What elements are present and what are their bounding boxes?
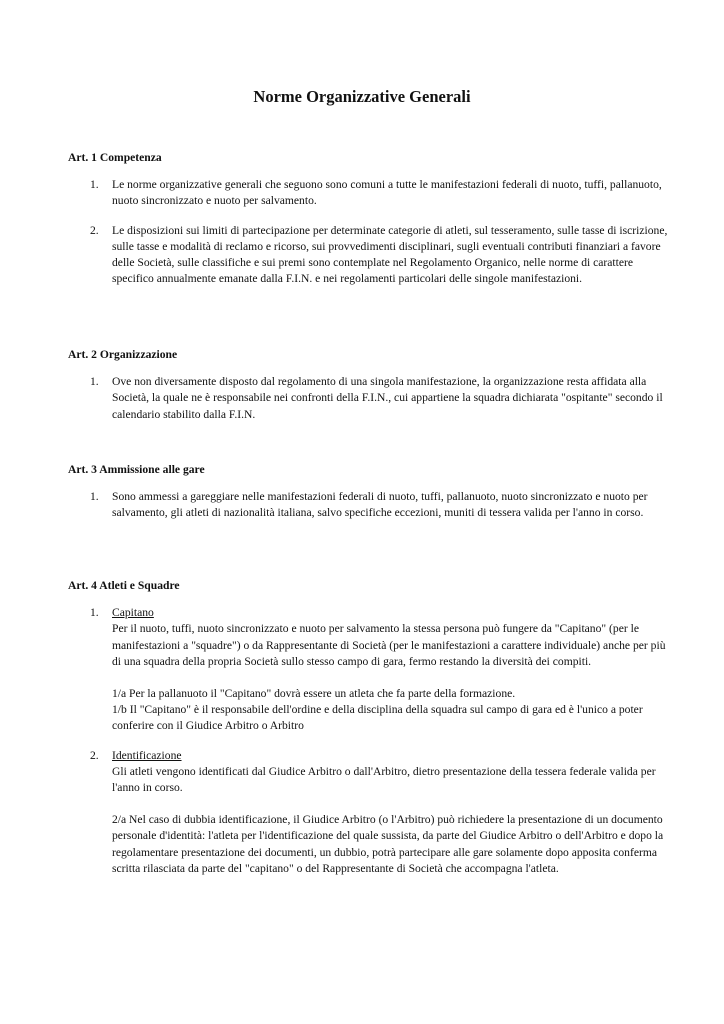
article-1 bbox=[68, 150, 668, 300]
item-number: 1. bbox=[90, 375, 99, 389]
item-note: 2/a Nel caso di dubbia identificazione, il Giudice Arbitro (o l'Arbitro) può richiedere la presentazione di un documento personale d'identità: l'atleta per l'identificazione del quale sussista, da parte del Giudice Arbitro o dell'Arbitro e dopo la regolamentare presentazione dei documenti, un dubbio, potrà partecipare alle gare solamente dopo apposita conferma scritta rilasciata da parte del "capitano" o del Rappresentante di Società che accompagna l'atleta. bbox=[112, 813, 664, 875]
list-item bbox=[68, 177, 668, 209]
article-2 bbox=[68, 347, 668, 436]
item-number: 1. bbox=[90, 606, 99, 620]
item-note: 1/a Per la pallanuoto il "Capitano" dovrà essere un atleta che fa parte della formazione. bbox=[112, 687, 516, 701]
item-number: 2. bbox=[90, 223, 99, 237]
item-note: 1/b Il "Capitano" è il responsabile dell'ordine e della disciplina della squadra sul campo di gara ed è l'unico a poter conferire con il Giudice Arbitro o Arbitro bbox=[112, 703, 643, 733]
item-text: Ove non diversamente disposto dal regolamento di una singola manifestazione, la organizzazione resta affidata alla Società, la quale ne è responsabile nei confronti della F.I.N., cui appartiene la squadra dichiarata "ospitante" secondo il calendario stabilito dalla F.I.N. bbox=[112, 375, 663, 421]
list-item bbox=[68, 223, 668, 288]
article-heading: Art. 1 Competenza bbox=[68, 151, 162, 164]
article-heading: Art. 4 Atleti e Squadre bbox=[68, 579, 180, 592]
page-title: Norme Organizzative Generali bbox=[253, 87, 471, 106]
item-text: Sono ammessi a gareggiare nelle manifestazioni federali di nuoto, tuffi, pallanuoto, nuoto sincronizzato e nuoto per salvamento, gli atleti di nazionalità italiana, salvo specifiche eccezioni, muniti di tessera valida per l'anno in corso. bbox=[112, 490, 648, 520]
item-text: Le disposizioni sui limiti di partecipazione per determinate categorie di atleti, sul tesseramento, sulle tasse di iscrizione, sulle tasse e modalità di reclamo e ricorso, sui provvedimenti disciplinari, sugli eventuali contributi finanziari a favore delle Società, sulle classifiche e sui premi sono contemplate nel Regolamento Organico, nelle norme di carattere specifico annualmente emanate dalla F.I.N. e nei regolamenti particolari delle singole manifestazioni. bbox=[112, 223, 668, 286]
item-text: Le norme organizzative generali che seguono sono comuni a tutte le manifestazioni federali di nuoto, tuffi, pallanuoto, nuoto sincronizzato e nuoto per salvamento. bbox=[112, 178, 662, 208]
item-number: 2. bbox=[90, 748, 99, 762]
item-number: 1. bbox=[90, 490, 99, 504]
item-subtitle: Identificazione bbox=[112, 748, 182, 762]
article-4 bbox=[68, 578, 668, 890]
item-text: Per il nuoto, tuffi, nuoto sincronizzato e nuoto per salvamento la stessa persona può fungere da "Capitano" (per le manifestazioni a "squadre") o da Rappresentante di Società (per le manifestazioni a carattere individuale) anche per più di una squadra della propria Società sullo stesso campo di gara, fermo restando la diversità dei compiti. bbox=[112, 622, 666, 668]
list-item bbox=[68, 489, 668, 521]
list-item bbox=[68, 605, 668, 734]
article-3 bbox=[68, 462, 668, 535]
item-subtitle: Capitano bbox=[112, 606, 154, 620]
list-item bbox=[68, 748, 668, 877]
list-item bbox=[68, 374, 668, 423]
item-number: 1. bbox=[90, 178, 99, 192]
article-heading: Art. 3 Ammissione alle gare bbox=[68, 463, 205, 476]
article-heading: Art. 2 Organizzazione bbox=[68, 348, 178, 361]
item-text: Gli atleti vengono identificati dal Giudice Arbitro o dall'Arbitro, dietro presentazione della tessera federale valida per l'anno in corso. bbox=[112, 764, 656, 795]
